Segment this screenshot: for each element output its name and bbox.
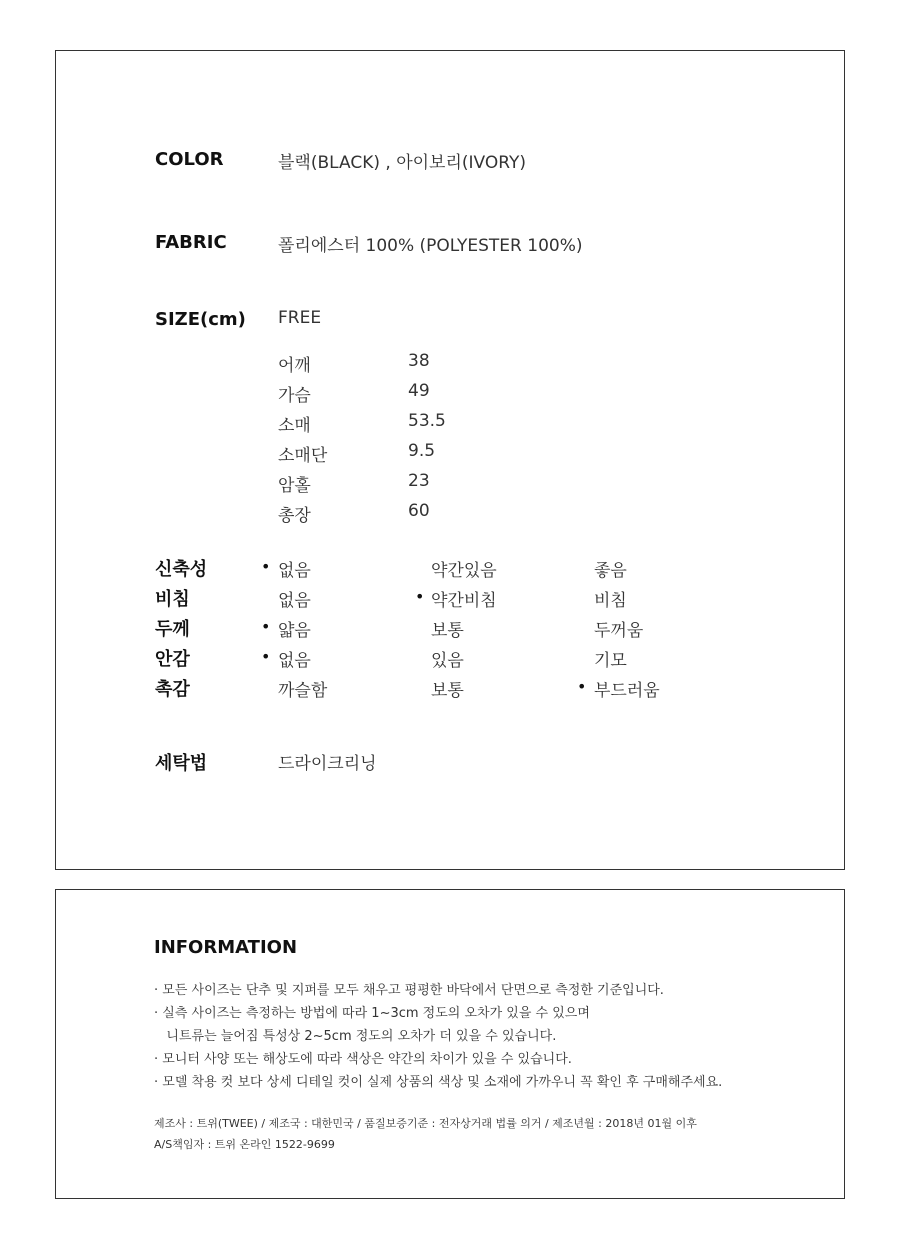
attribute-option: 있음: [431, 651, 464, 671]
spec-panel: [55, 50, 845, 870]
selected-bullet-icon: •: [415, 587, 425, 606]
attribute-option: 기모: [594, 651, 627, 671]
fabric-value: 폴리에스터 100% (POLYESTER 100%): [278, 236, 583, 256]
measurement-name: 어깨: [278, 356, 311, 376]
information-note: · 모든 사이즈는 단추 및 지퍼를 모두 채우고 평평한 바닥에서 단면으로 측정한 기준입니다.: [154, 983, 664, 998]
measurement-value: 38: [408, 351, 430, 371]
information-title: INFORMATION: [154, 937, 298, 958]
attribute-option: 없음: [278, 561, 311, 581]
maker-info: 제조사 : 트위(TWEE) / 제조국 : 대한민국 / 품질보증기준 : 전자상거래 법률 의거 / 제조년월 : 2018년 01월 이후: [154, 1117, 697, 1130]
measurement-value: 49: [408, 381, 430, 401]
attribute-option: 두꺼움: [594, 621, 644, 641]
attribute-label: 촉감: [155, 679, 190, 700]
size-value: FREE: [278, 308, 322, 328]
attribute-option: 보통: [431, 681, 464, 701]
measurement-value: 23: [408, 471, 430, 491]
attribute-option: 약간비침: [431, 591, 497, 611]
measurement-value: 60: [408, 501, 430, 521]
wash-label: 세탁법: [155, 753, 208, 774]
attribute-option: 비침: [594, 591, 627, 611]
fabric-label: FABRIC: [155, 232, 227, 253]
attribute-option: 부드러움: [594, 681, 660, 701]
attribute-option: 없음: [278, 651, 311, 671]
information-note: 니트류는 늘어짐 특성상 2~5cm 정도의 오차가 더 있을 수 있습니다.: [154, 1029, 557, 1044]
information-note: · 모니터 사양 또는 해상도에 따라 색상은 약간의 차이가 있을 수 있습니다.: [154, 1052, 572, 1067]
information-note: · 실측 사이즈는 측정하는 방법에 따라 1~3cm 정도의 오차가 있을 수 있으며: [154, 1006, 590, 1021]
selected-bullet-icon: •: [261, 617, 271, 636]
color-value: 블랙(BLACK) , 아이보리(IVORY): [278, 153, 526, 173]
attribute-option: 좋음: [594, 561, 627, 581]
selected-bullet-icon: •: [261, 647, 271, 666]
attribute-option: 없음: [278, 591, 311, 611]
measurement-name: 암홀: [278, 476, 311, 496]
as-contact: A/S책임자 : 트위 온라인 1522-9699: [154, 1138, 335, 1151]
attribute-option: 까슬함: [278, 681, 328, 701]
measurement-name: 총장: [278, 506, 311, 526]
attribute-option: 보통: [431, 621, 464, 641]
attribute-label: 비침: [155, 589, 190, 610]
attribute-label: 안감: [155, 649, 190, 670]
measurement-value: 9.5: [408, 441, 436, 461]
information-panel: [55, 889, 845, 1199]
color-label: COLOR: [155, 149, 224, 170]
attribute-option: 얇음: [278, 621, 311, 641]
selected-bullet-icon: •: [577, 677, 587, 696]
attribute-label: 신축성: [155, 559, 208, 580]
attribute-label: 두께: [155, 619, 190, 640]
wash-value: 드라이크리닝: [278, 754, 377, 774]
measurement-value: 53.5: [408, 411, 446, 431]
measurement-name: 소매: [278, 416, 311, 436]
measurement-name: 소매단: [278, 446, 328, 466]
information-note: · 모델 착용 컷 보다 상세 디테일 컷이 실제 상품의 색상 및 소재에 가까우니 꼭 확인 후 구매해주세요.: [154, 1075, 723, 1090]
measurement-name: 가슴: [278, 386, 311, 406]
size-label: SIZE(cm): [155, 309, 246, 330]
selected-bullet-icon: •: [261, 557, 271, 576]
attribute-option: 약간있음: [431, 561, 497, 581]
